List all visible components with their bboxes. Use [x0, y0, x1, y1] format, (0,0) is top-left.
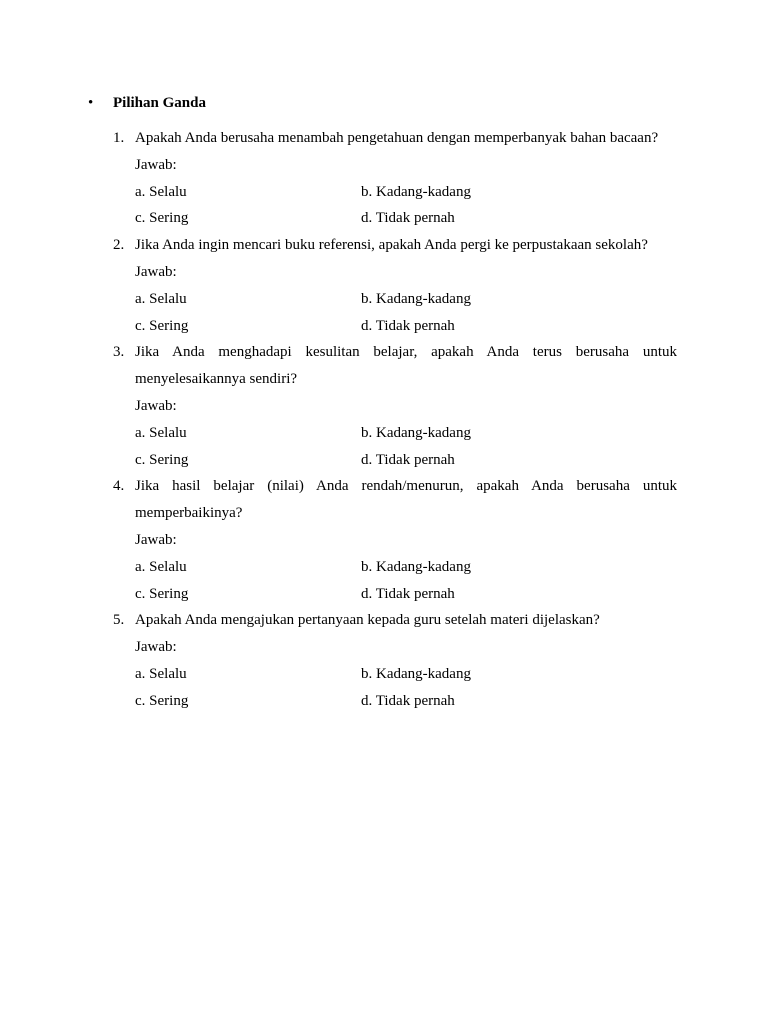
option-b: b. Kadang-kadang — [361, 290, 471, 307]
option-b: b. Kadang-kadang — [361, 424, 471, 441]
option-row — [135, 554, 677, 581]
question-text: Jika Anda ingin mencari buku referensi, apakah Anda pergi ke perpustakaan sekolah? — [135, 237, 648, 254]
section-title: Pilihan Ganda — [113, 95, 206, 111]
question-item — [113, 232, 677, 339]
option-row — [135, 581, 677, 608]
option-row — [135, 420, 677, 447]
option-a: a. Selalu — [135, 424, 187, 441]
option-a: a. Selalu — [135, 665, 187, 682]
option-d: d. Tidak pernah — [361, 317, 455, 334]
option-d: d. Tidak pernah — [361, 210, 455, 227]
option-row — [135, 205, 677, 232]
answer-label: Jawab: — [135, 639, 177, 656]
answer-label: Jawab: — [135, 531, 177, 548]
option-d: d. Tidak pernah — [361, 585, 455, 602]
option-d: d. Tidak pernah — [361, 692, 455, 709]
option-a: a. Selalu — [135, 183, 187, 200]
question-text: Apakah Anda berusaha menambah pengetahuan dengan memperbanyak bahan bacaan? — [135, 130, 659, 146]
question-number: 2. — [113, 237, 125, 254]
option-c: c. Sering — [135, 692, 189, 709]
answer-label: Jawab: — [135, 156, 177, 173]
question-item — [113, 607, 677, 714]
question-item — [113, 339, 677, 473]
option-row — [135, 688, 677, 715]
question-item — [113, 125, 677, 232]
section-heading — [88, 92, 206, 114]
question-item — [113, 473, 677, 607]
question-number: 4. — [113, 478, 125, 495]
option-row — [135, 179, 677, 206]
question-number: 3. — [113, 344, 125, 361]
question-list — [113, 125, 677, 715]
option-b: b. Kadang-kadang — [361, 665, 471, 682]
option-c: c. Sering — [135, 317, 189, 334]
option-row — [135, 286, 677, 313]
option-c: c. Sering — [135, 451, 189, 468]
option-b: b. Kadang-kadang — [361, 558, 471, 575]
option-b: b. Kadang-kadang — [361, 183, 471, 200]
option-c: c. Sering — [135, 585, 189, 602]
question-text: Apakah Anda mengajukan pertanyaan kepada guru setelah materi dijelaskan? — [135, 612, 600, 629]
option-d: d. Tidak pernah — [361, 451, 455, 468]
option-a: a. Selalu — [135, 558, 187, 575]
answer-label: Jawab: — [135, 263, 177, 280]
option-row — [135, 447, 677, 474]
option-a: a. Selalu — [135, 290, 187, 307]
answer-label: Jawab: — [135, 397, 177, 414]
question-number: 5. — [113, 612, 125, 629]
option-c: c. Sering — [135, 210, 189, 227]
question-text: Jika hasil belajar (nilai) Anda rendah/menurun, apakah Anda berusaha untuk memperbaikinya? — [135, 478, 677, 522]
question-number: 1. — [113, 130, 125, 146]
option-row — [135, 661, 677, 688]
bullet-icon: • — [88, 95, 94, 111]
option-row — [135, 313, 677, 340]
question-text: Jika Anda menghadapi kesulitan belajar, apakah Anda terus berusaha untuk menyelesaikannya sendiri? — [135, 344, 677, 388]
